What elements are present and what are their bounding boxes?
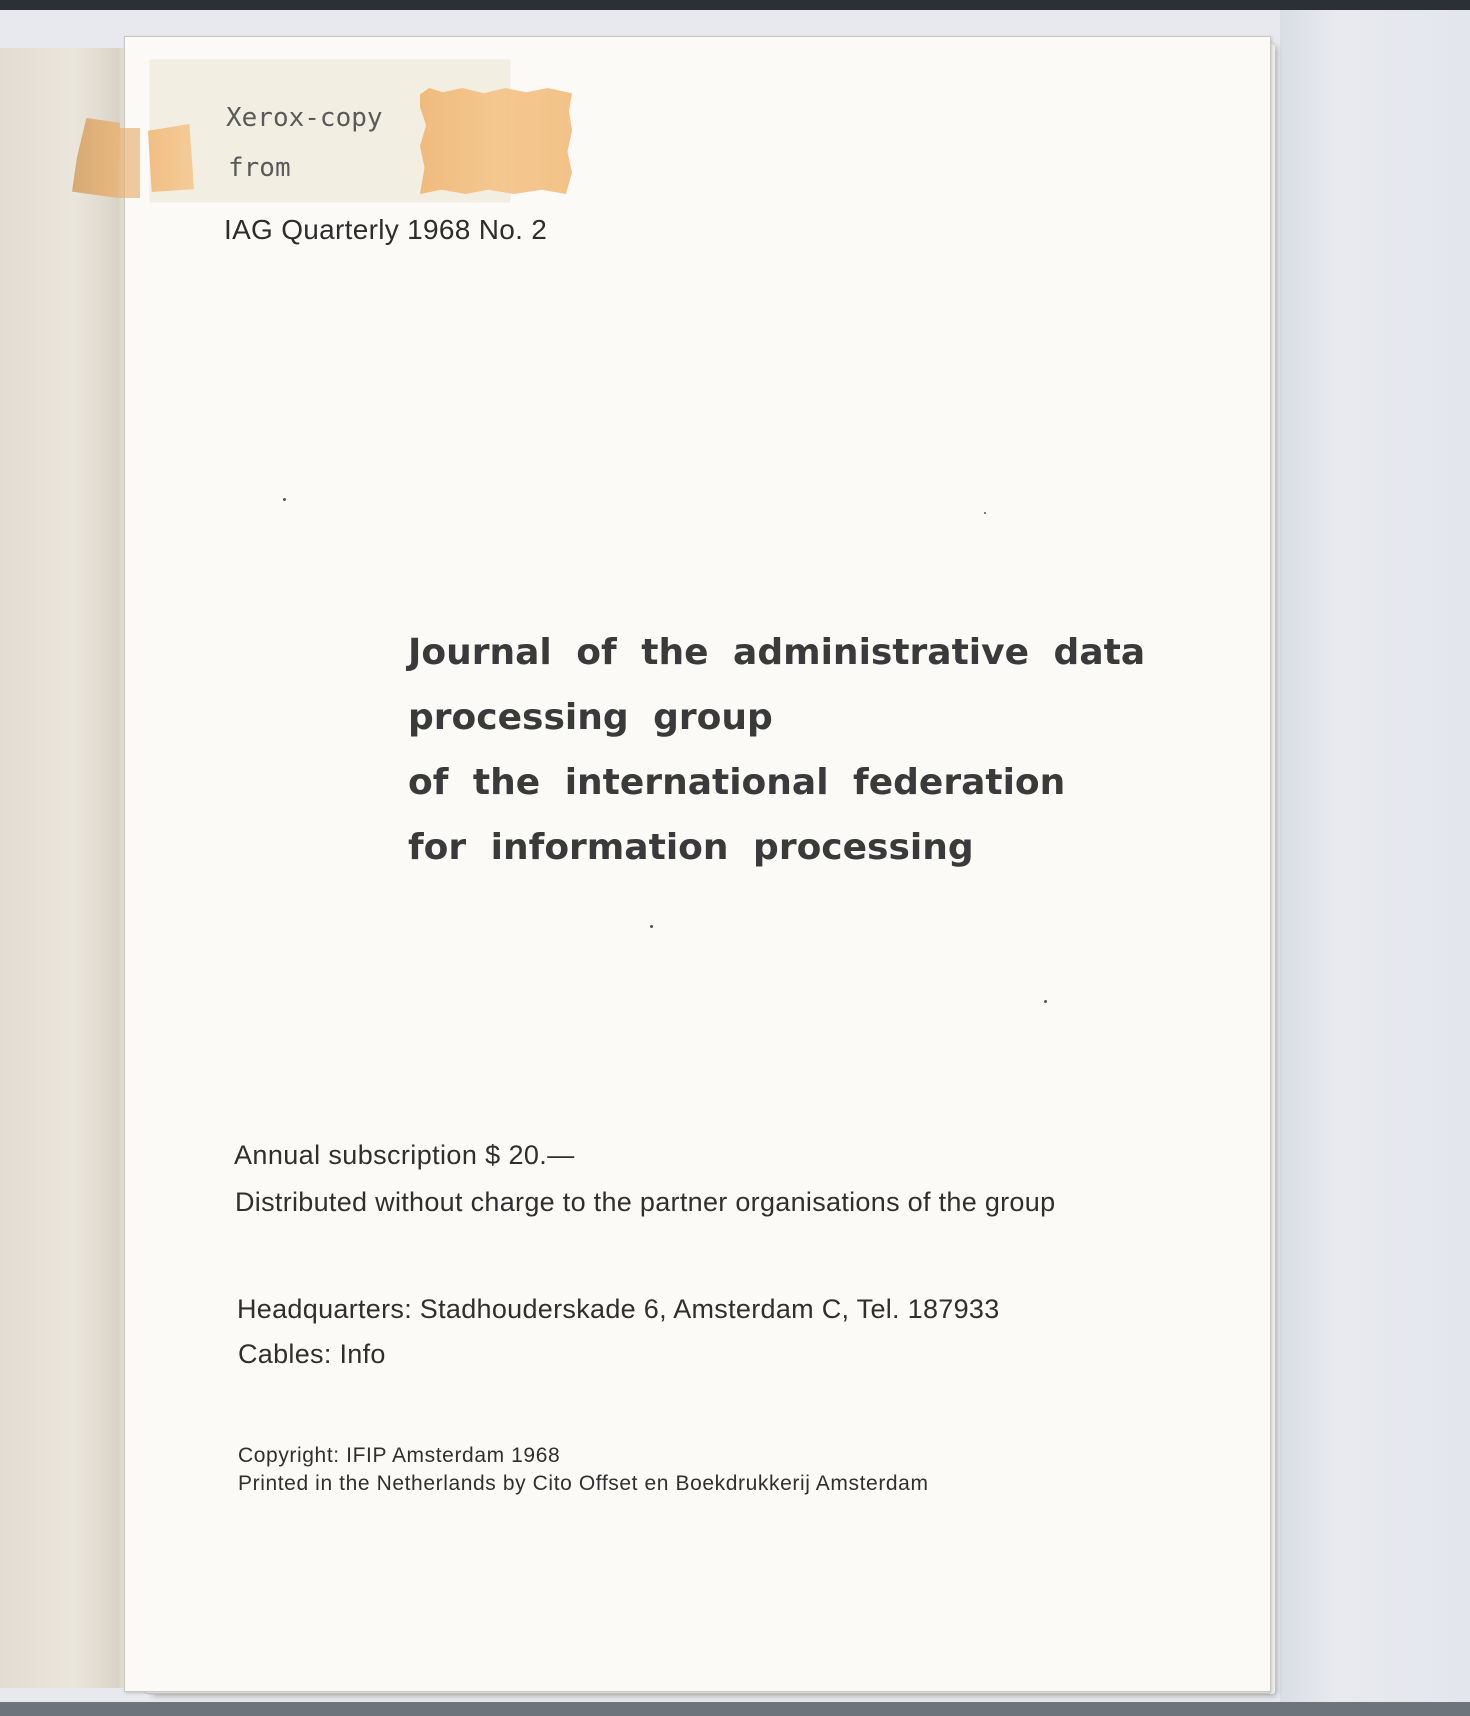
headquarters-address: Headquarters: Stadhouderskade 6, Amsterdam C, Tel. 187933 xyxy=(237,1294,1000,1324)
xerox-label-line-1: Xerox-copy xyxy=(226,103,383,133)
paper-speck xyxy=(984,512,986,514)
journal-title xyxy=(408,620,1146,880)
distribution-note: Distributed without charge to the partner organisations of the group xyxy=(235,1187,1056,1217)
journal-title-line: of the international federation xyxy=(408,762,1066,803)
paper-speck xyxy=(283,498,286,501)
tape-piece xyxy=(148,124,194,192)
source-title: IAG Quarterly 1968 No. 2 xyxy=(224,214,548,245)
printer-notice: Printed in the Netherlands by Cito Offset en Boekdrukkerij Amsterdam xyxy=(238,1472,929,1495)
cover-spine xyxy=(0,48,135,1688)
tape-piece xyxy=(118,128,140,198)
paper-speck xyxy=(1044,1000,1047,1003)
copyright-notice: Copyright: IFIP Amsterdam 1968 xyxy=(238,1444,561,1467)
scan-background xyxy=(1280,10,1470,1702)
journal-title-line: for information processing xyxy=(408,827,974,868)
scan-border-bottom xyxy=(0,1702,1470,1716)
cables-address: Cables: Info xyxy=(238,1339,386,1369)
journal-title-line: Journal of the administrative data xyxy=(408,632,1146,673)
xerox-label-line-2: from xyxy=(228,153,291,183)
annual-subscription: Annual subscription $ 20.— xyxy=(234,1140,575,1170)
journal-title-line: processing group xyxy=(408,697,773,738)
tape-piece xyxy=(420,88,572,194)
paper-speck xyxy=(650,925,653,928)
scan-border-top xyxy=(0,0,1470,10)
